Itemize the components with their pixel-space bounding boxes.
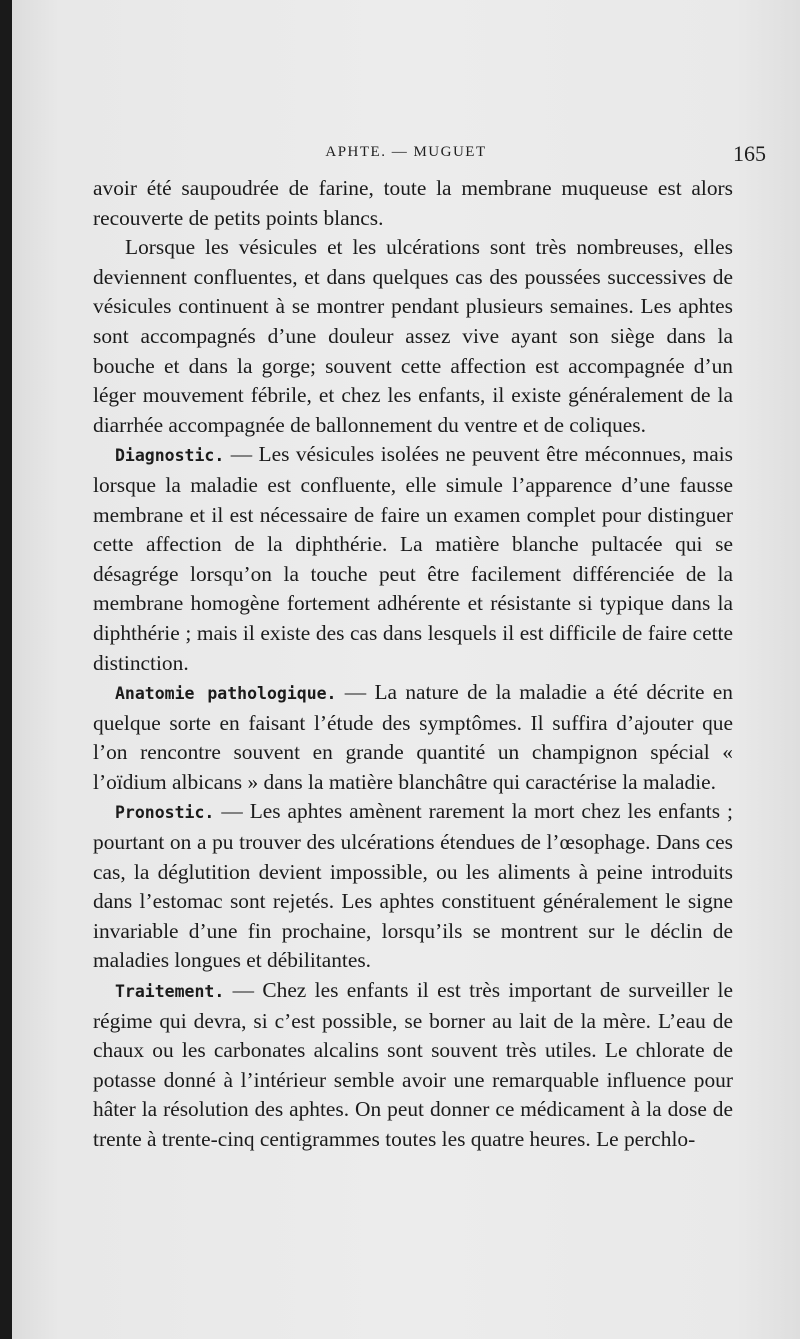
section-diagnostic bbox=[93, 440, 733, 678]
section-anatomie bbox=[93, 678, 733, 797]
running-title: APHTE. — MUGUET bbox=[325, 144, 487, 160]
section-text-pronostic: — Les aphtes amènent rarement la mort chez les enfants ; pourtant on a pu trouver des ulcérations étendues de l’œsophage. Dans ces cas, la déglutition devient impossible, ou les aliments à peine introduits dans l’estomac sont rejetés. Les aphtes constituent généralement le signe invariable d’une fin prochaine, lorsqu’ils se montrent sur le déclin de maladies longues et débilitantes. bbox=[93, 799, 733, 973]
section-heading-diagnostic: Diagnostic. bbox=[115, 446, 225, 466]
body-text bbox=[93, 174, 733, 1155]
section-traitement bbox=[93, 976, 733, 1155]
running-header bbox=[12, 141, 800, 166]
section-pronostic bbox=[93, 797, 733, 976]
paragraph-confluent-vesicles: Lorsque les vésicules et les ulcérations sont très nombreuses, elles deviennent confluentes, et dans quelques cas des poussées successives de vésicules continuent à se montrer pendant plusieurs semaines. Les aphtes sont accompagnés d’une douleur assez vive ayant son siège dans la bouche et dans la gorge; souvent cette affection est accompagnée d’un léger mouvement fébrile, et chez les enfants, il existe généralement de la diarrhée accompagnée de ballonnement du ventre et de coliques. bbox=[93, 235, 733, 437]
page-number: 165 bbox=[733, 141, 766, 166]
section-heading-traitement: Traitement. bbox=[115, 982, 225, 1002]
book-page bbox=[12, 0, 800, 1339]
section-heading-pronostic: Pronostic. bbox=[115, 803, 215, 823]
section-text-traitement: — Chez les enfants il est très important de surveiller le régime qui devra, si c’est possible, se borner au lait de la mère. L’eau de chaux ou les carbonates alcalins sont souvent très utiles. Le chlorate de potasse donné à l’intérieur semble avoir une remarquable influence pour hâter la résolution des aphtes. On peut donner ce médicament à la dose de trente à trente-cinq centigrammes toutes les quatre heures. Le perchlo- bbox=[93, 978, 733, 1151]
section-text-anatomie: — La nature de la maladie a été décrite en quelque sorte en faisant l’étude des symptômes. Il suffira d’ajouter que l’on rencontre souvent en grande quantité un champignon spécial « l’oïdium albicans » dans la matière blanchâtre qui caractérise la maladie. bbox=[93, 680, 733, 794]
section-text-diagnostic: — Les vésicules isolées ne peuvent être méconnues, mais lorsque la maladie est confluente, elle simule l’apparence d’une fausse membrane et il est nécessaire de faire un examen complet pour distinguer cette affection de la diphthérie. La matière blanche pultacée qui se désagrége lorsqu’on la touche peut être facilement différenciée de la membrane homogène fortement adhérente et résistante si typique dans la diphthérie ; mais il existe des cas dans lesquels il est difficile de faire cette distinction. bbox=[93, 442, 733, 675]
paragraph-continuation: avoir été saupoudrée de farine, toute la membrane muqueuse est alors recouverte de petits points blancs. bbox=[93, 176, 733, 230]
section-heading-anatomie: Anatomie pathologique. bbox=[115, 684, 337, 704]
